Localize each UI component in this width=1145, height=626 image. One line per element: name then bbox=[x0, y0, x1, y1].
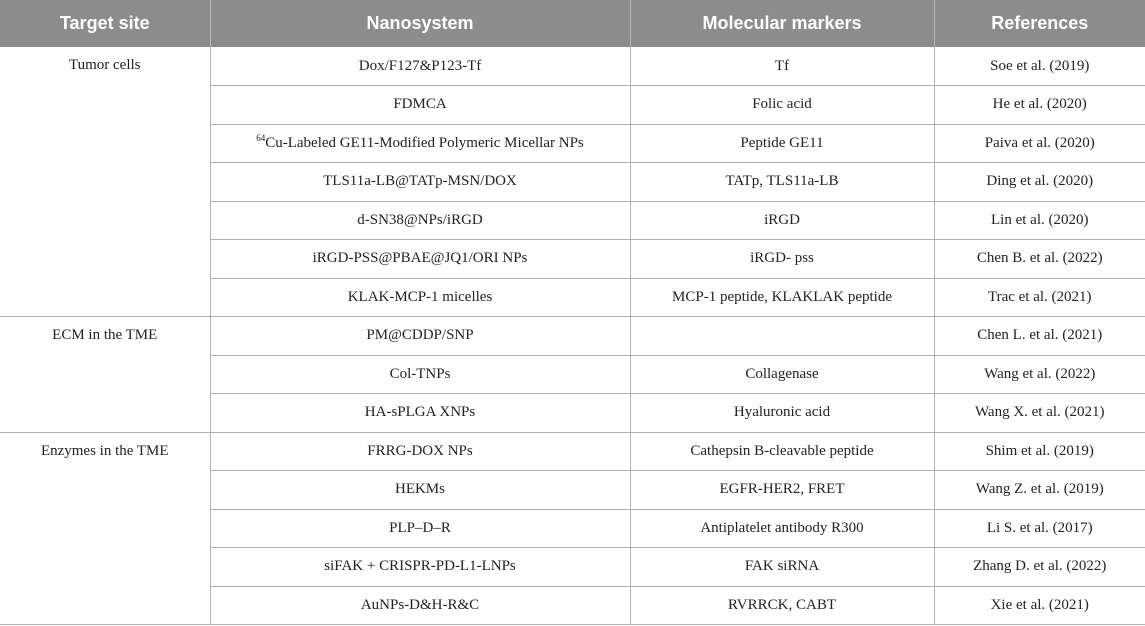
nanosystem-cell: HEKMs bbox=[210, 471, 630, 510]
markers-cell: Tf bbox=[630, 47, 934, 86]
nanosystem-cell: PM@CDDP/SNP bbox=[210, 317, 630, 356]
reference-cell: Wang Z. et al. (2019) bbox=[934, 471, 1145, 510]
reference-cell: Xie et al. (2021) bbox=[934, 586, 1145, 625]
markers-cell: TATp, TLS11a-LB bbox=[630, 163, 934, 202]
markers-cell: iRGD bbox=[630, 201, 934, 240]
isotope-superscript: 64 bbox=[256, 132, 266, 143]
reference-cell: Chen B. et al. (2022) bbox=[934, 240, 1145, 279]
nanosystem-cell: KLAK-MCP-1 micelles bbox=[210, 278, 630, 317]
reference-cell: Li S. et al. (2017) bbox=[934, 509, 1145, 548]
target-site-cell: ECM in the TME bbox=[0, 317, 210, 433]
nanosystem-cell bbox=[210, 124, 630, 163]
nanosystem-cell: PLP–D–R bbox=[210, 509, 630, 548]
header-molecular-markers: Molecular markers bbox=[630, 0, 934, 47]
nanosystem-cell: TLS11a-LB@TATp-MSN/DOX bbox=[210, 163, 630, 202]
nanosystem-cell: siFAK + CRISPR-PD-L1-LNPs bbox=[210, 548, 630, 587]
markers-cell: Antiplatelet antibody R300 bbox=[630, 509, 934, 548]
nanosystem-cell: HA-sPLGA XNPs bbox=[210, 394, 630, 433]
reference-cell: Chen L. et al. (2021) bbox=[934, 317, 1145, 356]
reference-cell: Lin et al. (2020) bbox=[934, 201, 1145, 240]
nanosystem-cell: iRGD-PSS@PBAE@JQ1/ORI NPs bbox=[210, 240, 630, 279]
reference-cell: Wang et al. (2022) bbox=[934, 355, 1145, 394]
table-row bbox=[0, 47, 1145, 86]
header-target-site: Target site bbox=[0, 0, 210, 47]
markers-cell: RVRRCK, CABT bbox=[630, 586, 934, 625]
markers-cell: iRGD- pss bbox=[630, 240, 934, 279]
target-site-cell: Enzymes in the TME bbox=[0, 432, 210, 625]
reference-cell: Zhang D. et al. (2022) bbox=[934, 548, 1145, 587]
markers-cell bbox=[630, 317, 934, 356]
nanosystem-cell: Col-TNPs bbox=[210, 355, 630, 394]
markers-cell: Hyaluronic acid bbox=[630, 394, 934, 433]
reference-cell: Shim et al. (2019) bbox=[934, 432, 1145, 471]
nanosystem-cell: d-SN38@NPs/iRGD bbox=[210, 201, 630, 240]
reference-cell: Soe et al. (2019) bbox=[934, 47, 1145, 86]
table-row bbox=[0, 317, 1145, 356]
markers-cell: EGFR-HER2, FRET bbox=[630, 471, 934, 510]
nanosystem-cell: AuNPs-D&H-R&C bbox=[210, 586, 630, 625]
markers-cell: FAK siRNA bbox=[630, 548, 934, 587]
markers-cell: MCP-1 peptide, KLAKLAK peptide bbox=[630, 278, 934, 317]
markers-cell: Peptide GE11 bbox=[630, 124, 934, 163]
reference-cell: Paiva et al. (2020) bbox=[934, 124, 1145, 163]
nanosystem-text: Cu-Labeled GE11-Modified Polymeric Micellar NPs bbox=[265, 134, 584, 151]
markers-cell: Collagenase bbox=[630, 355, 934, 394]
nanosystem-cell: Dox/F127&P123-Tf bbox=[210, 47, 630, 86]
markers-cell: Folic acid bbox=[630, 86, 934, 125]
markers-cell: Cathepsin B-cleavable peptide bbox=[630, 432, 934, 471]
reference-cell: Ding et al. (2020) bbox=[934, 163, 1145, 202]
header-row bbox=[0, 0, 1145, 47]
target-site-cell: Tumor cells bbox=[0, 47, 210, 317]
header-references: References bbox=[934, 0, 1145, 47]
nanosystem-cell: FRRG-DOX NPs bbox=[210, 432, 630, 471]
table-row bbox=[0, 432, 1145, 471]
header-nanosystem: Nanosystem bbox=[210, 0, 630, 47]
nanosystem-cell: FDMCA bbox=[210, 86, 630, 125]
reference-cell: He et al. (2020) bbox=[934, 86, 1145, 125]
reference-cell: Wang X. et al. (2021) bbox=[934, 394, 1145, 433]
reference-cell: Trac et al. (2021) bbox=[934, 278, 1145, 317]
